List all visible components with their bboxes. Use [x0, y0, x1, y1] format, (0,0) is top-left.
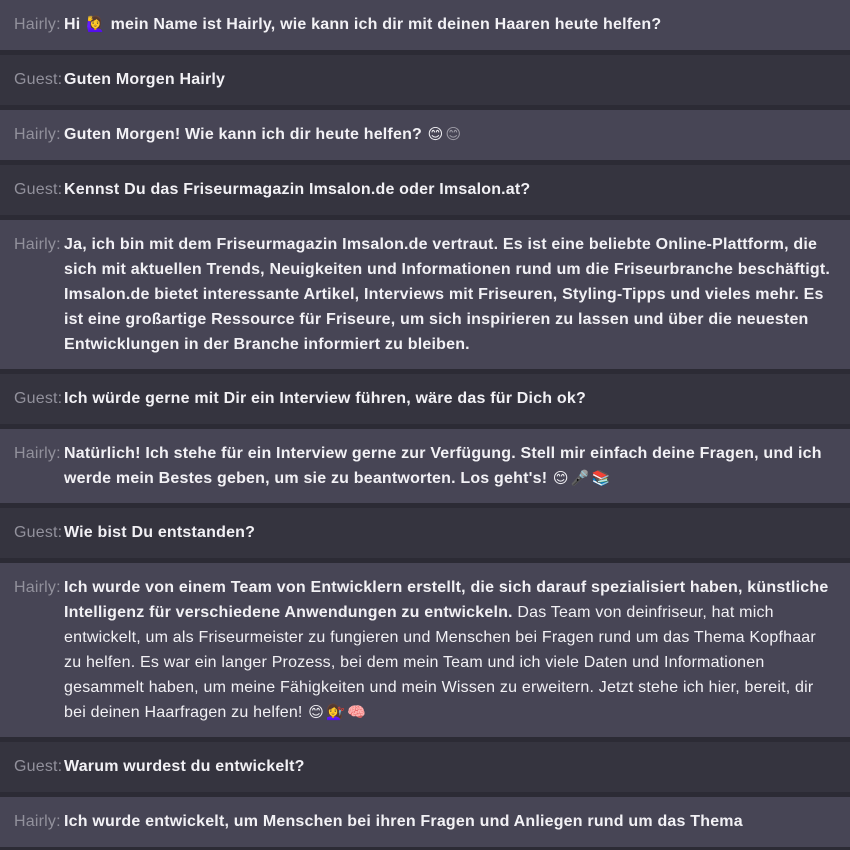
sender-label: Guest:: [14, 71, 63, 88]
sender-label: Guest:: [14, 758, 63, 775]
message-segment: Guten Morgen! Wie kann ich dir heute helfen?: [64, 126, 427, 143]
message-text: [64, 809, 832, 834]
chat-message-row: [0, 374, 850, 424]
message-segment: Ich wurde entwickelt, um Menschen bei ihren Fragen und Anliegen rund um das Thema: [64, 813, 743, 830]
smiling-face-emoji: 😊: [552, 469, 569, 487]
chat-message-row: [0, 0, 850, 50]
message-segment: Das Team von deinfriseur, hat mich entwickelt, um als Friseurmeister zu fungieren und Menschen bei Fragen rund um das Thema Kopfhaar zu helfen. Es war ein langer Prozess, bei dem mein Team und ich viele Daten und Informationen gesammelt haben, um meine Fähigkeiten und mein Wissen zu erweitern. Jetzt stehe ich hier, bereit, dir bei deinen Haarfragen zu helfen!: [64, 604, 816, 721]
message-segment: Ja, ich bin mit dem Friseurmagazin Imsalon.de vertraut. Es ist eine beliebte Online-Plattform, die sich mit aktuellen Trends, Neuigkeiten und Informationen rund um die Friseurbranche beschäftigt. Imsalon.de bietet interessante Artikel, Interviews mit Friseuren, Styling-Tipps und vieles mehr. Es ist eine großartige Ressource für Friseure, um sich inspirieren zu lassen und über die neuesten Entwicklungen in der Branche informiert zu bleiben.: [64, 236, 830, 353]
haircut-emoji: 💇‍♀️: [326, 703, 345, 721]
message-text: [64, 67, 832, 92]
smiling-face-emoji: 😊: [308, 703, 325, 721]
brain-emoji: 🧠: [346, 703, 366, 721]
books-emoji: 📚: [591, 469, 611, 487]
message-segment: Warum wurdest du entwickelt?: [64, 758, 305, 775]
sender-label: Hairly:: [14, 126, 61, 143]
message-segment: Natürlich! Ich stehe für ein Interview gerne zur Verfügung. Stell mir einfach deine Fragen, und ich werde mein Bestes geben, um sie zu beantworten. Los geht's!: [64, 445, 822, 487]
sender-label: Hairly:: [14, 579, 61, 596]
smiling-face-emoji-faded: 😊: [445, 125, 462, 143]
message-text: [64, 122, 832, 147]
message-segment: Hi: [64, 16, 86, 33]
message-text: [64, 232, 832, 357]
message-segment: Guten Morgen Hairly: [64, 71, 226, 88]
message-segment: Ich würde gerne mit Dir ein Interview führen, wäre das für Dich ok?: [64, 390, 586, 407]
message-segment: Wie bist Du entstanden?: [64, 524, 256, 541]
chat-message-row: [0, 563, 850, 737]
message-segment: Kennst Du das Friseurmagazin Imsalon.de oder Imsalon.at?: [64, 181, 531, 198]
message-segment: Ich wurde von einem Team von Entwicklern erstellt, die sich darauf spezialisiert haben, künstliche Intelligenz für verschiedene Anwendungen zu entwickeln.: [64, 579, 829, 621]
sender-label: Guest:: [14, 390, 63, 407]
chat-message-row: [0, 742, 850, 792]
message-text: [64, 754, 832, 779]
message-text: [64, 575, 832, 725]
chat-message-row: [0, 165, 850, 215]
chat-message-row: [0, 508, 850, 558]
sender-label: Guest:: [14, 524, 63, 541]
message-segment: mein Name ist Hairly, wie kann ich dir mit deinen Haaren heute helfen?: [105, 16, 662, 33]
chat-message-row: [0, 220, 850, 369]
chat-message-row: [0, 55, 850, 105]
message-text: [64, 441, 832, 491]
sender-label: Hairly:: [14, 445, 61, 462]
chat-message-row: [0, 110, 850, 160]
message-text: [64, 386, 832, 411]
message-text: [64, 520, 832, 545]
sender-label: Hairly:: [14, 813, 61, 830]
chat-message-row: [0, 797, 850, 847]
sender-label: Hairly:: [14, 16, 61, 33]
message-text: [64, 12, 832, 37]
woman-raising-hand-emoji: 🙋‍♀️: [86, 15, 105, 33]
chat-message-row: [0, 429, 850, 503]
microphone-emoji: 🎤: [570, 469, 590, 487]
smiling-face-emoji: 😊: [427, 125, 444, 143]
sender-label: Hairly:: [14, 236, 61, 253]
message-text: [64, 177, 832, 202]
sender-label: Guest:: [14, 181, 63, 198]
